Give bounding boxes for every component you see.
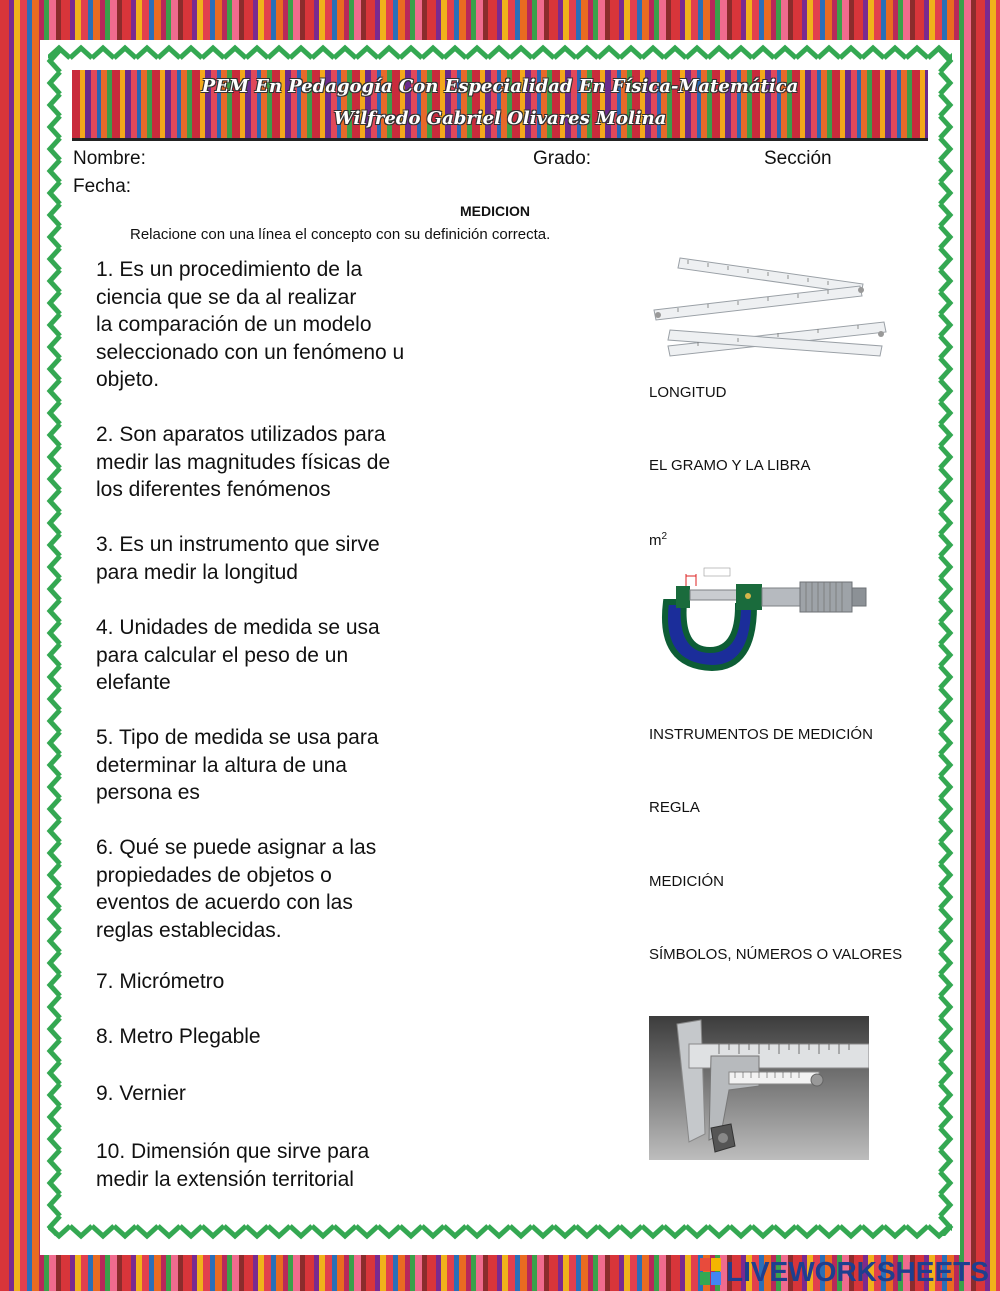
- border-right: [936, 50, 954, 1236]
- question-5: [96, 724, 456, 807]
- worksheet-title: MEDICION: [460, 203, 530, 219]
- answer-gramo-libra: EL GRAMO Y LA LIBRA: [649, 457, 811, 474]
- question-3: [96, 531, 456, 586]
- grado-label: Grado:: [533, 148, 592, 169]
- question-1-line: seleccionado con un fenómeno u: [96, 340, 405, 364]
- question-4-line: elefante: [96, 671, 171, 694]
- question-6-line: eventos de acuerdo con las: [96, 891, 353, 914]
- question-10-line: medir la extensión territorial: [96, 1167, 354, 1191]
- question-3-line: para medir la longitud: [96, 560, 298, 584]
- folding-ruler-icon[interactable]: [648, 250, 890, 368]
- question-2-line: medir las magnitudes físicas de: [96, 450, 391, 474]
- fecha-label: Fecha:: [73, 176, 132, 197]
- question-4-line: 4. Unidades de medida se usa: [96, 616, 380, 639]
- question-8: [96, 1023, 456, 1051]
- question-9-line: 9. Vernier: [96, 1082, 186, 1105]
- answer-square-meter-unit: m: [649, 532, 662, 549]
- question-6-line: reglas establecidas.: [96, 918, 282, 942]
- border-top: [48, 44, 952, 62]
- question-3-line: 3. Es un instrumento que sirve: [96, 533, 380, 556]
- question-1-line: la comparación de un modelo: [96, 313, 372, 336]
- question-6: [96, 834, 456, 944]
- question-4: [96, 614, 456, 697]
- question-7: [96, 968, 456, 996]
- question-6-line: 6. Qué se puede asignar a las: [96, 836, 377, 859]
- header-banner: [72, 70, 928, 141]
- border-left: [46, 50, 64, 1236]
- question-2-line: 2. Son aparatos utilizados para: [96, 423, 386, 446]
- answer-regla: REGLA: [649, 799, 700, 816]
- seccion-label: Sección: [764, 148, 832, 169]
- banner-author-name: Wilfredo Gabriel Olivares Molina: [333, 108, 667, 129]
- banner-program-title: PEM En Pedagogía Con Especialidad En Física-Matemática: [201, 76, 799, 97]
- instructions-text: Relacione con una línea el concepto con su definición correcta.: [130, 226, 551, 243]
- question-5-line: persona es: [96, 781, 200, 804]
- question-1-line: ciencia que se da al realizar: [96, 285, 357, 309]
- question-5-line: determinar la altura de una: [96, 753, 347, 777]
- question-8-line: 8. Metro Plegable: [96, 1025, 261, 1048]
- nombre-label: Nombre:: [73, 148, 146, 169]
- question-6-line: propiedades de objetos o: [96, 863, 332, 887]
- answer-longitud: LONGITUD: [649, 384, 727, 401]
- liveworksheets-watermark[interactable]: LIVEWORKSHEETS: [726, 1256, 989, 1287]
- liveworksheets-logo-icon: [700, 1258, 722, 1286]
- answer-instrumentos: INSTRUMENTOS DE MEDICIÓN: [649, 726, 873, 743]
- border-bottom: [48, 1222, 952, 1240]
- vernier-caliper-icon[interactable]: [649, 1016, 869, 1160]
- question-10-line: 10. Dimensión que sirve para: [96, 1140, 370, 1163]
- question-7-line: 7. Micrómetro: [96, 970, 225, 993]
- question-1: [96, 256, 456, 394]
- question-9: [96, 1080, 456, 1108]
- question-5-line: 5. Tipo de medida se usa para: [96, 726, 379, 749]
- question-2: [96, 421, 456, 504]
- answer-simbolos: SÍMBOLOS, NÚMEROS O VALORES: [649, 946, 903, 963]
- question-2-line: los diferentes fenómenos: [96, 478, 331, 501]
- question-1-line: 1. Es un procedimiento de la: [96, 258, 363, 281]
- question-1-line: objeto.: [96, 368, 160, 391]
- question-4-line: para calcular el peso de un: [96, 643, 349, 667]
- micrometer-icon[interactable]: [656, 566, 870, 672]
- answer-square-meter: [649, 531, 667, 549]
- question-10: [96, 1138, 456, 1193]
- answer-square-meter-exponent: 2: [661, 531, 668, 542]
- answer-medicion: MEDICIÓN: [649, 873, 724, 890]
